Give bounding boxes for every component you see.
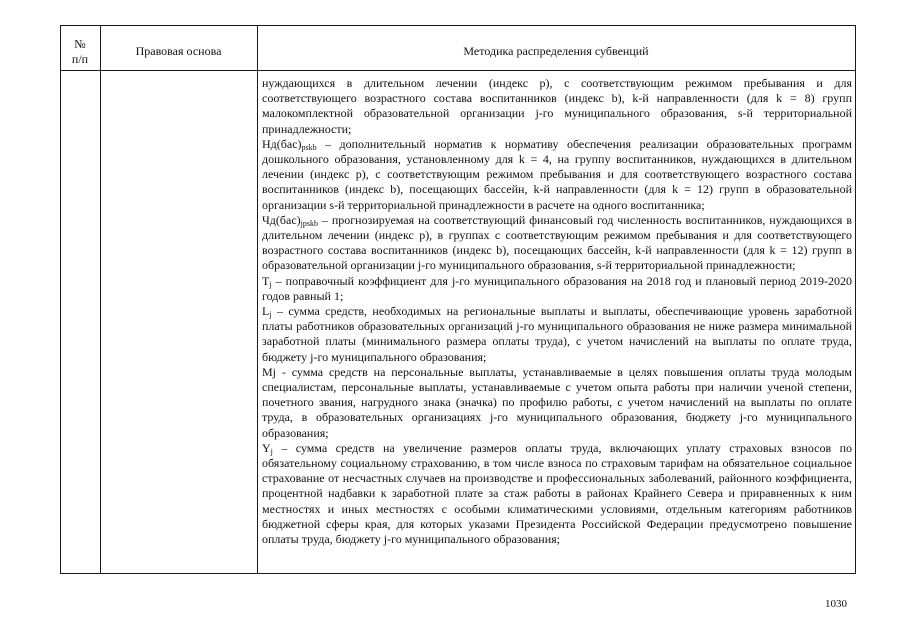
method-paragraph: $Нд(бас)_{pskb}$ – дополнительный норматив к нормативу обеспечения реализации образовательных программ дошкольного образования, установленному для k = 4, на группу воспитанников, нуждающихся в длительном лечении (индекс p), с соответствующим режимом пребывания и для соответствующего возрастного состава воспитанников (индекс b), посещающих бассейн, k-й направленности (для k = 12) групп в образовательной организации s-й территориальной принадлежности в расчете на одного воспитанника; xyxy=(262,136,852,212)
method-paragraph: Mj - сумма средств на персональные выплаты, устанавливаемые в целях повышения оплаты труда молодым специалистам, персональные выплаты, устанавливаемые с учетом опыта работы при наличии ученой степени, почетного звания, нагрудного знака (значка) по профилю работы, с учетом начислений на выплаты по оплате труда, в образовательных организациях j-го муниципального образования, бюджету j-го муниципального образования; xyxy=(262,364,852,440)
method-text-cell xyxy=(262,76,852,547)
header-legal-basis: Правовая основа xyxy=(135,44,222,58)
header-number-symbol: № xyxy=(74,37,86,51)
header-number-abbrev: п/п xyxy=(71,52,89,66)
table-right-border xyxy=(855,25,856,574)
table-col-divider-2 xyxy=(257,25,258,574)
header-distribution-method: Методика распределения субвенций xyxy=(463,44,649,58)
table-header-divider xyxy=(60,70,855,71)
method-paragraph: нуждающихся в длительном лечении (индекс p), с соответствующим режимом пребывания и для соответствующего возрастного состава воспитанников (индекс b), k-й направленности (для k = 8) групп малокомплектной образовательной организации j-го муниципального образования, s-й территориальной принадлежности; xyxy=(262,76,852,136)
method-paragraph: $Y_j$ – сумма средств на увеличение размеров оплаты труда, включающих уплату страховых взносов по обязательному социальному страхованию, в том числе взноса по страховым тарифам на обязательное социальное страхование от несчастных случаев на производстве и профессиональных заболеваний, районного коэффициента, процентной надбавки к заработной плате за стаж работы в районах Крайнего Севера и приравненных к ним местностях и иных местностях с особыми климатическими условиями, отдельным категориям работников бюджетной сферы края, для которых указами Президента Российской Федерации предусмотрено повышение оплаты труда, бюджету j-го муниципального образования; xyxy=(262,440,852,547)
table-left-border xyxy=(60,25,61,574)
table-top-border xyxy=(60,25,855,26)
method-paragraph: $L_j$ – сумма средств, необходимых на региональные выплаты и выплаты, обеспечивающие уровень заработной платы работников образовательных организаций j-го муниципального образования не ниже размера минимальной заработной платы (минимального размера оплаты труда), с учетом начислений на выплаты по оплате труда, бюджету j-го муниципального образования; xyxy=(262,304,852,364)
table-col-divider-1 xyxy=(100,25,101,574)
header-number-column xyxy=(60,37,100,67)
method-paragraph: $Чд(бас)_{jpskb}$ – прогнозируемая на соответствующий финансовый год численность воспитанников, нуждающихся в длительном лечении (индекс p), в группах с соответствующим режимом пребывания и для соответствующего возрастного состава воспитанников (индекс b), посещающих бассейн, k-й направленности (для k = 12) групп в образовательной организации j-го муниципального образования, s-й территориальной принадлежности; xyxy=(262,212,852,273)
method-paragraph: $T_j$ – поправочный коэффициент для j-го муниципального образования на 2018 год и плановый период 2019-2020 годов равный 1; xyxy=(262,273,852,303)
page-number: 1030 xyxy=(825,598,847,610)
table-bottom-border xyxy=(60,573,855,574)
